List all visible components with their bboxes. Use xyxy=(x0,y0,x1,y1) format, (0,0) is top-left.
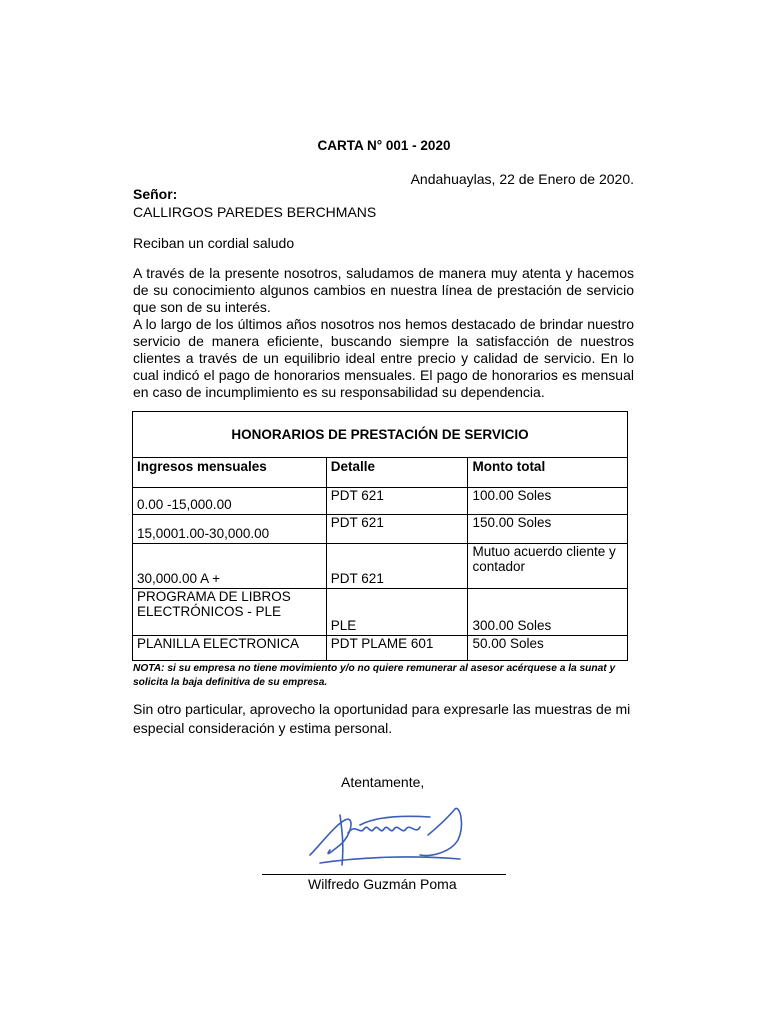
recipient-name: CALLIRGOS PAREDES BERCHMANS xyxy=(133,204,377,220)
column-header: Detalle xyxy=(326,458,468,488)
letter-title: CARTA N° 001 - 2020 xyxy=(317,138,451,153)
table-cell: 50.00 Soles xyxy=(468,636,628,661)
date-line: Andahuaylas, 22 de Enero de 2020. xyxy=(410,171,634,187)
table-cell: 100.00 Soles xyxy=(468,488,628,515)
table-cell: PROGRAMA DE LIBROS ELECTRÓNICOS - PLE xyxy=(133,589,327,636)
table-row xyxy=(133,636,628,661)
greeting: Reciban un cordial saludo xyxy=(133,235,295,251)
table-cell: PDT 621 xyxy=(326,544,468,589)
sign-off: Atentamente, xyxy=(341,774,425,790)
table-cell: PDT 621 xyxy=(326,515,468,544)
closing-paragraph: Sin otro particular, aprovecho la oportunidad para expresarle las muestras de mi especial consideración y estima personal. xyxy=(133,701,631,736)
table-cell: Mutuo acuerdo cliente y contador xyxy=(468,544,628,589)
table-cell: PDT 621 xyxy=(326,488,468,515)
table-cell: 30,000.00 A + xyxy=(133,544,327,589)
fees-table-title: HONORARIOS DE PRESTACIÓN DE SERVICIO xyxy=(133,412,628,458)
table-cell: PDT PLAME 601 xyxy=(326,636,468,661)
nota-text: NOTA: si su empresa no tiene movimiento y/o no quiere remunerar al asesor acérquese a la sunat y solicita la baja definitiva de su empresa. xyxy=(133,663,616,688)
table-cell: PLE xyxy=(326,589,468,636)
table-row xyxy=(133,515,628,544)
table-row xyxy=(133,488,628,515)
table-cell: PLANILLA ELECTRONICA xyxy=(133,636,327,661)
paragraph-1: A través de la presente nosotros, saludamos de manera muy atenta y hacemos de su conocimiento algunos cambios en nuestra línea de prestación de servicio que son de su interés. xyxy=(133,265,634,315)
table-cell: 150.00 Soles xyxy=(468,515,628,544)
table-cell: 300.00 Soles xyxy=(468,589,628,636)
salutation: Señor: xyxy=(133,186,178,202)
table-row xyxy=(133,589,628,636)
table-row xyxy=(133,544,628,589)
column-header: Monto total xyxy=(468,458,628,488)
fees-table xyxy=(132,411,628,661)
handwritten-signature xyxy=(300,795,470,875)
table-cell: 0.00 -15,000.00 xyxy=(133,488,327,515)
table-cell: 15,0001.00-30,000.00 xyxy=(133,515,327,544)
table-header-row xyxy=(133,458,628,488)
signatory-name: Wilfredo Guzmán Poma xyxy=(308,876,457,892)
signature-line xyxy=(262,874,506,875)
paragraph-2: A lo largo de los últimos años nosotros nos hemos destacado de brindar nuestro servicio de manera eficiente, buscando siempre la satisfacción de nuestros clientes a través de un equilibrio ideal entre precio y calidad de servicio. En lo cual indicó el pago de honorarios mensuales. El pago de honorarios es mensual en caso de incumplimiento es su responsabilidad su dependencia. xyxy=(133,316,634,400)
column-header: Ingresos mensuales xyxy=(133,458,327,488)
